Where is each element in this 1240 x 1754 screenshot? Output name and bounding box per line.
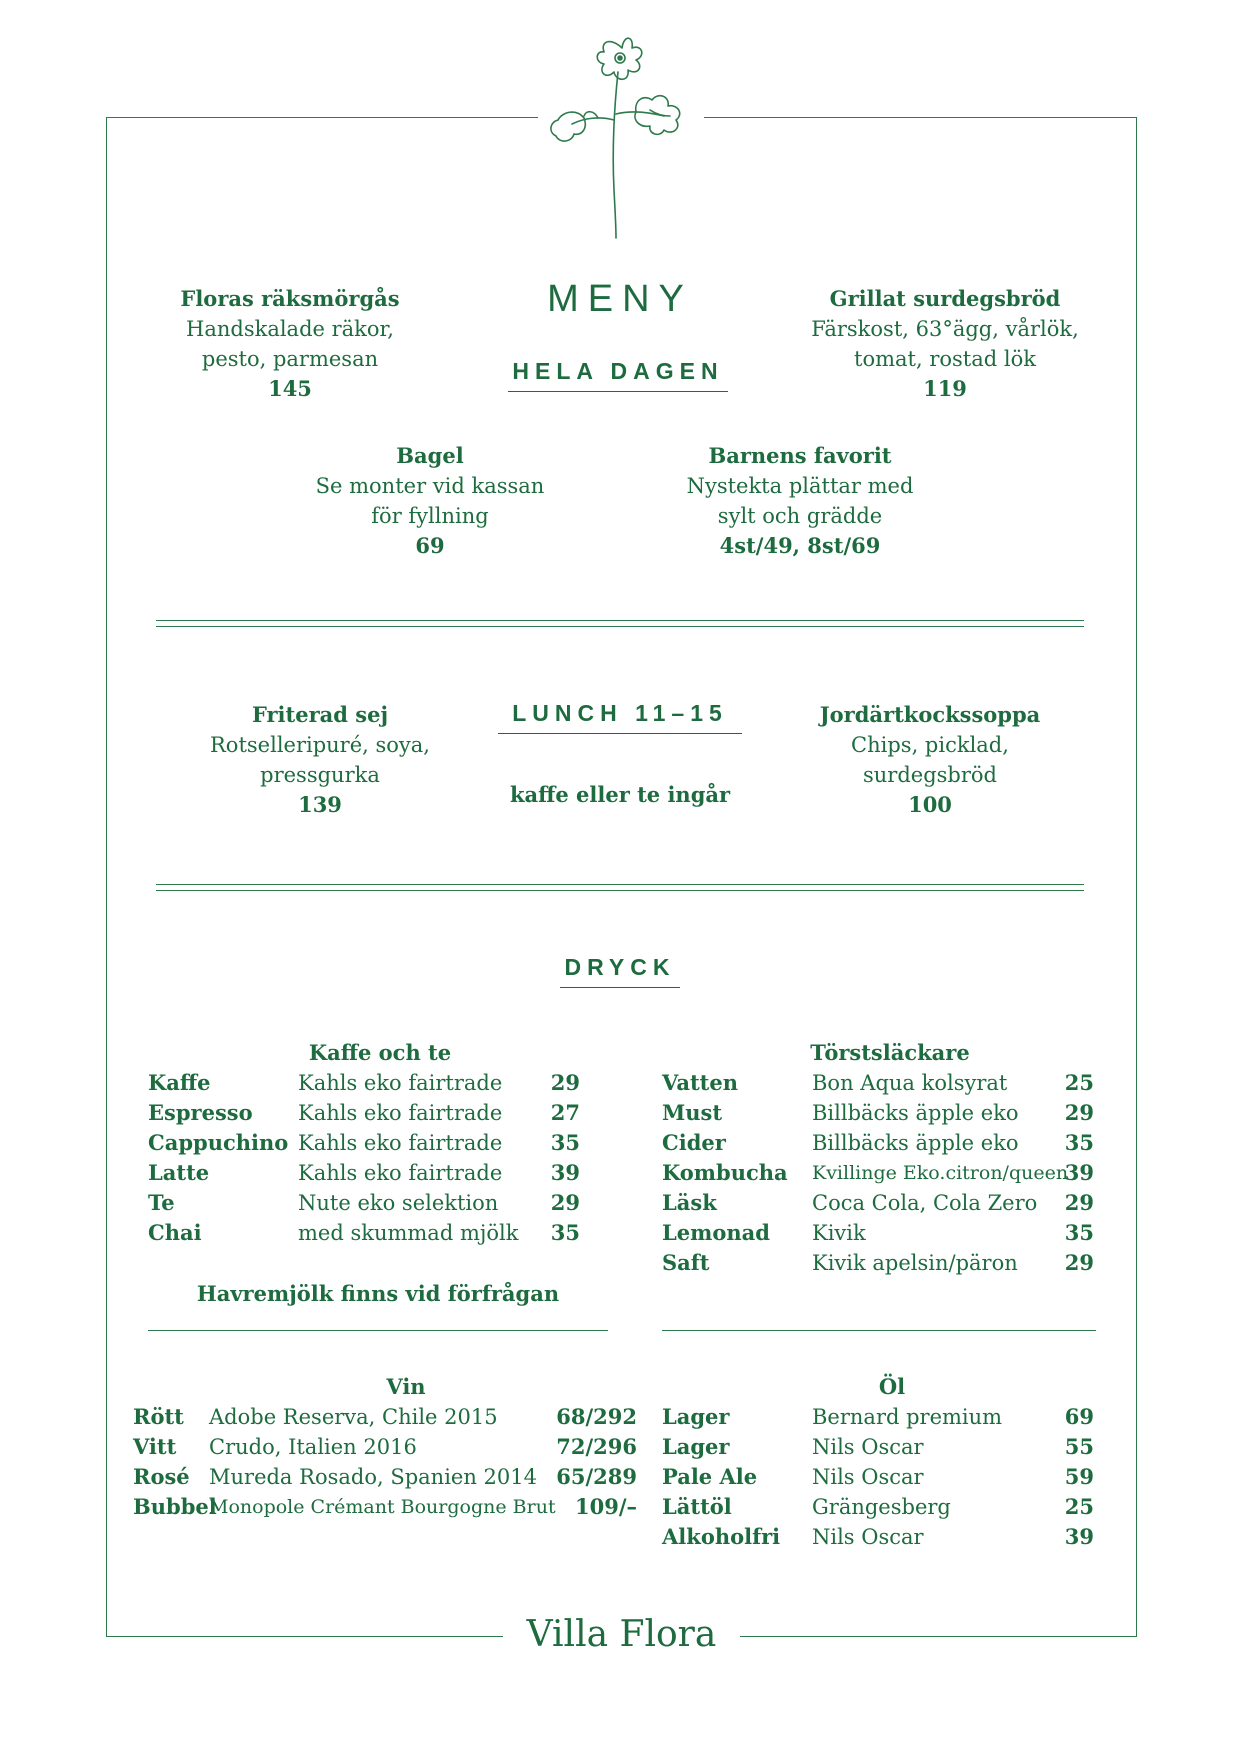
drink-name: Rosé [133, 1464, 190, 1489]
drink-name: Espresso [148, 1100, 253, 1125]
drink-row [662, 1218, 1094, 1248]
drink-price: 35 [550, 1130, 580, 1155]
drink-name: Rött [133, 1404, 184, 1429]
drink-desc: Kahls eko fairtrade [298, 1161, 503, 1185]
drink-price: 29 [1064, 1100, 1094, 1125]
drink-price: 39 [1064, 1160, 1094, 1185]
menu-item-name: Grillat surdegsbröd [829, 286, 1061, 311]
drink-desc: Kahls eko fairtrade [298, 1071, 503, 1095]
drink-name: Bubbel [133, 1494, 217, 1519]
menu-item-desc: Nystekta plättar med [686, 474, 914, 498]
drink-name: Chai [148, 1220, 202, 1245]
drink-desc: Mureda Rosado, Spanien 2014 [209, 1465, 537, 1489]
drink-price: 29 [550, 1070, 580, 1095]
menu-item-desc: Se monter vid kassan [315, 474, 545, 498]
section-divider [156, 884, 1084, 891]
drink-price: 35 [1064, 1220, 1094, 1245]
section-heading-underline [498, 733, 742, 734]
menu-item-name: Friterad sej [251, 702, 389, 727]
menu-item-desc: för fyllning [371, 504, 489, 528]
menu-item-friterad-sej [180, 700, 460, 820]
drink-price: 39 [1064, 1524, 1094, 1549]
drink-row [662, 1188, 1094, 1218]
drink-row [662, 1402, 1094, 1432]
drink-price: 39 [550, 1160, 580, 1185]
menu-item-desc: pesto, parmesan [201, 347, 379, 371]
menu-item-price: 69 [415, 533, 445, 558]
drink-price: 65/289 [556, 1464, 637, 1489]
drink-name: Te [148, 1190, 175, 1215]
drink-name: Lager [662, 1434, 730, 1459]
section-heading-hela-dagen [508, 358, 728, 392]
drink-name: Vitt [133, 1434, 177, 1459]
drink-price: 72/296 [556, 1434, 637, 1459]
menu-item-floras-raksmorgas [150, 284, 430, 404]
drink-desc: Monopole Crémant Bourgogne Brut [209, 1496, 556, 1518]
drink-row [662, 1248, 1094, 1278]
drink-desc: Coca Cola, Cola Zero [812, 1191, 1038, 1215]
menu-item-price: 119 [923, 376, 967, 401]
drink-desc: Kvillinge Eko.citron/queen [812, 1162, 1069, 1184]
menu-item-barnens-favorit [650, 441, 950, 561]
frame-bottom-left [106, 1636, 503, 1637]
drink-price: 25 [1064, 1070, 1094, 1095]
menu-item-price: 4st/49, 8st/69 [719, 533, 881, 558]
menu-item-name: Jordärtkockssoppa [819, 702, 1041, 727]
drink-divider-left [148, 1330, 608, 1331]
drink-desc: Crudo, Italien 2016 [209, 1435, 417, 1459]
menu-item-name: Barnens favorit [708, 443, 892, 468]
menu-item-bagel [290, 441, 570, 561]
drink-row [662, 1522, 1094, 1552]
drink-price: 25 [1064, 1494, 1094, 1519]
menu-item-desc: Rotselleripuré, soya, [210, 733, 430, 757]
drink-desc: Nils Oscar [812, 1525, 924, 1549]
drink-divider-right [662, 1330, 1096, 1331]
drink-row [662, 1128, 1094, 1158]
menu-item-price: 145 [268, 376, 312, 401]
drink-desc: Nils Oscar [812, 1435, 924, 1459]
drink-desc: Kivik apelsin/päron [812, 1251, 1018, 1275]
lunch-note-text: kaffe eller te ingår [509, 782, 731, 807]
menu-item-jordartkockssoppa [790, 700, 1070, 820]
drink-desc: med skummad mjölk [298, 1221, 519, 1245]
drink-row [148, 1098, 580, 1128]
drink-price: 109/– [574, 1494, 637, 1519]
drink-price: 59 [1064, 1464, 1094, 1489]
drink-row [133, 1402, 637, 1432]
menu-item-desc: pressgurka [260, 763, 380, 787]
menu-item-name: Floras räksmörgås [180, 286, 400, 311]
drink-name: Vatten [662, 1070, 739, 1095]
drink-group-title-kaffe: Kaffe och te [308, 1040, 452, 1065]
frame-right [1136, 117, 1137, 1636]
lunch-note [498, 780, 742, 810]
frame-top-left [106, 117, 538, 118]
drink-name: Cappuchino [148, 1130, 289, 1155]
drink-desc: Grängesberg [812, 1495, 951, 1519]
drink-row [662, 1432, 1094, 1462]
menu-item-name: Bagel [396, 443, 464, 468]
drink-desc: Billbäcks äpple eko [812, 1101, 1019, 1125]
drink-row [662, 1068, 1094, 1098]
drink-desc: Bernard premium [812, 1405, 1003, 1429]
drink-price: 29 [1064, 1250, 1094, 1275]
frame-top-right [704, 117, 1137, 118]
section-heading-dryck [560, 954, 680, 988]
drink-row [148, 1128, 580, 1158]
drink-desc: Bon Aqua kolsyrat [812, 1071, 1008, 1095]
drink-group-note-havremjolk: Havremjölk finns vid förfrågan [196, 1281, 560, 1306]
drink-row [148, 1218, 580, 1248]
section-heading-underline [508, 391, 728, 392]
drink-name: Must [662, 1100, 723, 1125]
flower-icon [540, 20, 710, 240]
frame-left [106, 117, 107, 1636]
drink-price: 69 [1064, 1404, 1094, 1429]
menu-item-desc: Chips, picklad, [851, 733, 1009, 757]
menu-item-desc: sylt och grädde [717, 504, 883, 528]
section-heading-lunch-label: LUNCH 11–15 [512, 700, 728, 726]
page-title: MENY [547, 278, 693, 320]
drink-desc: Nute eko selektion [298, 1191, 499, 1215]
drink-row [148, 1158, 580, 1188]
drink-name: Cider [662, 1130, 726, 1155]
menu-item-desc: Färskost, 63°ägg, vårlök, [811, 317, 1079, 341]
drink-row [133, 1432, 637, 1462]
drink-row [662, 1158, 1094, 1188]
drink-desc: Billbäcks äpple eko [812, 1131, 1019, 1155]
menu-item-desc: tomat, rostad lök [854, 347, 1036, 371]
drink-price: 27 [550, 1100, 580, 1125]
drink-desc: Nils Oscar [812, 1465, 924, 1489]
drink-row [662, 1462, 1094, 1492]
drink-name: Kaffe [148, 1070, 211, 1095]
drink-group-title-vin: Vin [386, 1374, 426, 1399]
drink-desc: Kahls eko fairtrade [298, 1101, 503, 1125]
menu-item-price: 139 [298, 792, 342, 817]
drink-price: 55 [1064, 1434, 1094, 1459]
menu-item-grillat-surdegsbrod [790, 284, 1100, 404]
menu-item-price: 100 [908, 792, 952, 817]
drink-name: Latte [148, 1160, 210, 1185]
drink-row [148, 1068, 580, 1098]
drink-name: Lemonad [662, 1220, 770, 1245]
menu-item-desc: surdegsbröd [863, 763, 997, 787]
drink-group-title-ol: Öl [878, 1374, 906, 1399]
drink-price: 29 [550, 1190, 580, 1215]
drink-name: Kombucha [662, 1160, 788, 1185]
brand-name: Villa Flora [526, 1614, 717, 1655]
drink-desc: Adobe Reserva, Chile 2015 [209, 1405, 498, 1429]
drink-desc: Kivik [812, 1221, 866, 1245]
drink-price: 35 [550, 1220, 580, 1245]
drink-name: Lager [662, 1404, 730, 1429]
drink-name: Pale Ale [662, 1464, 758, 1489]
drink-name: Lättöl [662, 1494, 732, 1519]
drink-desc: Kahls eko fairtrade [298, 1131, 503, 1155]
drink-name: Saft [662, 1250, 710, 1275]
section-heading-lunch [498, 700, 742, 734]
drink-row [148, 1188, 580, 1218]
section-heading-hela-dagen-label: HELA DAGEN [512, 358, 724, 384]
frame-bottom-right [740, 1636, 1137, 1637]
drink-row [133, 1492, 637, 1522]
drink-group-title-torst: Törstsläckare [810, 1040, 970, 1065]
section-heading-dryck-label: DRYCK [564, 954, 676, 980]
drink-row [133, 1462, 637, 1492]
section-divider [156, 620, 1084, 627]
drink-name: Läsk [662, 1190, 717, 1215]
drink-row [662, 1492, 1094, 1522]
drink-name: Alkoholfri [662, 1524, 781, 1549]
drink-row [662, 1098, 1094, 1128]
menu-item-desc: Handskalade räkor, [186, 317, 394, 341]
drink-price: 68/292 [556, 1404, 637, 1429]
drink-price: 29 [1064, 1190, 1094, 1215]
drink-price: 35 [1064, 1130, 1094, 1155]
section-heading-underline [560, 987, 680, 988]
